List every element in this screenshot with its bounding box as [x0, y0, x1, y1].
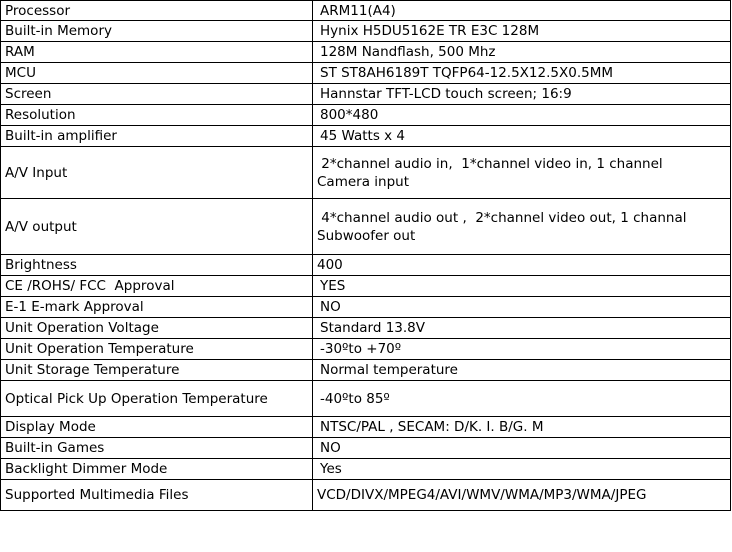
- table-row: [1, 459, 731, 480]
- table-row: [1, 297, 731, 318]
- table-row: [1, 147, 731, 199]
- spec-label: Brightness: [1, 255, 313, 276]
- spec-value: -40ºto 85º: [313, 381, 731, 417]
- spec-label: Built-in Memory: [1, 21, 313, 42]
- spec-label: A/V Input: [1, 147, 313, 199]
- table-row: [1, 42, 731, 63]
- spec-value: ST ST8AH6189T TQFP64-12.5X12.5X0.5MM: [313, 63, 731, 84]
- spec-label: E-1 E-mark Approval: [1, 297, 313, 318]
- spec-label: Unit Operation Temperature: [1, 339, 313, 360]
- spec-value: NTSC/PAL , SECAM: D/K. I. B/G. M: [313, 417, 731, 438]
- spec-label: Unit Operation Voltage: [1, 318, 313, 339]
- table-row: [1, 126, 731, 147]
- table-row: [1, 417, 731, 438]
- spec-value: 800*480: [313, 105, 731, 126]
- spec-label: Display Mode: [1, 417, 313, 438]
- spec-value: YES: [313, 276, 731, 297]
- spec-value: Yes: [313, 459, 731, 480]
- spec-value: -30ºto +70º: [313, 339, 731, 360]
- table-row: [1, 84, 731, 105]
- spec-label: Unit Storage Temperature: [1, 360, 313, 381]
- table-row: [1, 1, 731, 21]
- spec-label: Resolution: [1, 105, 313, 126]
- spec-value: NO: [313, 438, 731, 459]
- spec-label: Supported Multimedia Files: [1, 480, 313, 511]
- table-row: [1, 199, 731, 255]
- table-row: [1, 276, 731, 297]
- spec-label: Backlight Dimmer Mode: [1, 459, 313, 480]
- spec-label: Built-in amplifier: [1, 126, 313, 147]
- table-row: [1, 63, 731, 84]
- spec-label: Built-in Games: [1, 438, 313, 459]
- spec-value: ARM11(A4): [313, 1, 731, 21]
- spec-value: Normal temperature: [313, 360, 731, 381]
- spec-label: A/V output: [1, 199, 313, 255]
- table-row: [1, 105, 731, 126]
- spec-value: 2*channel audio in, 1*channel video in, 1 channel Camera input: [313, 147, 731, 199]
- spec-value: Standard 13.8V: [313, 318, 731, 339]
- table-row: [1, 360, 731, 381]
- spec-label: CE /ROHS/ FCC Approval: [1, 276, 313, 297]
- spec-label: Screen: [1, 84, 313, 105]
- spec-value: 128M Nandflash, 500 Mhz: [313, 42, 731, 63]
- spec-label: Optical Pick Up Operation Temperature: [1, 381, 313, 417]
- table-row: [1, 339, 731, 360]
- spec-value: 4*channel audio out , 2*channel video out, 1 channal Subwoofer out: [313, 199, 731, 255]
- table-row: [1, 480, 731, 511]
- spec-value: Hynix H5DU5162E TR E3C 128M: [313, 21, 731, 42]
- table-row: [1, 438, 731, 459]
- spec-value: Hannstar TFT-LCD touch screen; 16:9: [313, 84, 731, 105]
- table-row: [1, 255, 731, 276]
- spec-label: MCU: [1, 63, 313, 84]
- spec-label: RAM: [1, 42, 313, 63]
- table-row: [1, 318, 731, 339]
- spec-value: 400: [313, 255, 731, 276]
- spec-label: Processor: [1, 1, 313, 21]
- table-row: [1, 21, 731, 42]
- spec-value: NO: [313, 297, 731, 318]
- table-row: [1, 381, 731, 417]
- spec-value: 45 Watts x 4: [313, 126, 731, 147]
- spec-value: VCD/DIVX/MPEG4/AVI/WMV/WMA/MP3/WMA/JPEG: [313, 480, 731, 511]
